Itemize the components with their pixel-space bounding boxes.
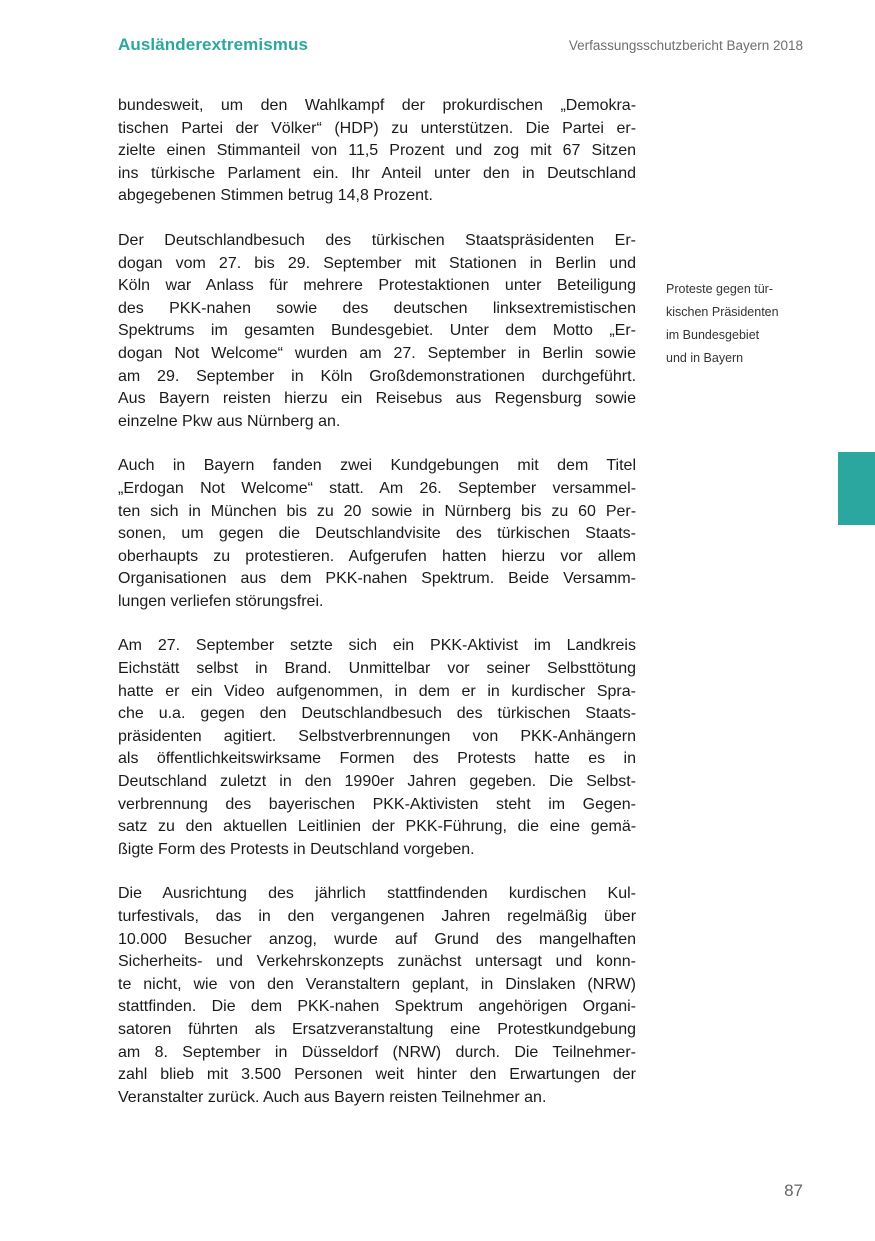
text-line: präsidenten agitiert. Selbstverbrennungen von PKK-Anhängern — [118, 727, 637, 745]
text-line: dogan Not Welcome“ wurden am 27. September in Berlin sowie — [118, 344, 637, 362]
text-line: oberhaupts zu protestieren. Aufgerufen hatten hierzu vor allem — [118, 547, 636, 565]
text-line: hatte er ein Video aufgenommen, in dem er in kurdischer Spra- — [118, 682, 636, 700]
text-line: lungen verliefen störungsfrei. — [118, 592, 324, 610]
text-line: Organisationen aus dem PKK-nahen Spektrum. Beide Versamm- — [118, 570, 636, 588]
chapter-tab-marker — [838, 452, 875, 525]
page-number: 87 — [784, 1181, 803, 1200]
text-line: zielte einen Stimmanteil von 11,5 Prozent und zog mit 67 Sitzen — [118, 142, 637, 160]
text-line: ins türkische Parlament ein. Ihr Anteil unter den in Deutschland — [118, 164, 637, 182]
text-line: „Erdogan Not Welcome“ statt. Am 26. September versammel- — [118, 479, 637, 497]
body-text — [118, 95, 636, 1131]
paragraph — [118, 883, 636, 1109]
margin-note-line: und in Bayern — [666, 351, 744, 365]
text-line: sonen, um gegen die Deutschlandvisite des türkischen Staats- — [118, 525, 636, 543]
text-line: satz zu den aktuellen Leitlinien der PKK-Führung, die eine gemä- — [118, 818, 637, 836]
text-line: 10.000 Besucher anzog, wurde auf Grund des mangelhaften — [118, 930, 636, 948]
text-line: satoren führten als Ersatzveranstaltung eine Protestkundgebung — [118, 1020, 636, 1038]
margin-note-line: Proteste gegen tür- — [666, 282, 774, 296]
text-line: bundesweit, um den Wahlkampf der prokurdischen „Demokra- — [118, 97, 637, 114]
text-line: Auch in Bayern fanden zwei Kundgebungen mit dem Titel — [118, 457, 636, 475]
margin-note-line: kischen Präsidenten — [666, 305, 779, 319]
text-line: te nicht, wie von den Veranstaltern geplant, in Dinslaken (NRW) — [118, 975, 637, 993]
text-line: Deutschland zuletzt in den 1990er Jahren gegeben. Die Selbst- — [118, 773, 636, 791]
text-line: Der Deutschlandbesuch des türkischen Staatspräsidenten Er- — [118, 231, 636, 249]
text-line: zahl blieb mit 3.500 Personen weit hinter den Erwartungen der — [118, 1066, 636, 1084]
text-line: Veranstalter zurück. Auch aus Bayern reisten Teilnehmer an. — [118, 1088, 547, 1106]
paragraph — [118, 230, 636, 433]
text-line: dogan vom 27. bis 29. September mit Stationen in Berlin und — [118, 254, 636, 272]
text-line: einzelne Pkw aus Nürnberg an. — [118, 412, 341, 430]
text-line: ßigte Form des Protests in Deutschland vorgeben. — [118, 840, 475, 858]
paragraph — [118, 95, 636, 208]
text-line: Am 27. September setzte sich ein PKK-Aktivist im Landkreis — [118, 637, 636, 655]
section-title: Ausländerextremismus — [118, 35, 309, 54]
text-line: als öffentlichkeitswirksame Formen des Protests hatte es in — [118, 750, 636, 768]
text-line: Eichstätt selbst in Brand. Unmittelbar vor seiner Selbsttötung — [118, 660, 636, 678]
publication-header: Verfassungsschutzbericht Bayern 2018 — [568, 38, 803, 53]
text-line: Aus Bayern reisten hierzu ein Reisebus aus Regensburg sowie — [118, 390, 636, 408]
text-line: am 8. September in Düsseldorf (NRW) durch. Die Teilnehmer- — [118, 1043, 636, 1061]
text-line: Sicherheits- und Verkehrskonzepts zunächst untersagt und konn- — [118, 953, 636, 971]
text-line: Köln war Anlass für mehrere Protestaktionen unter Beteiligung — [118, 277, 636, 295]
text-line: abgegebenen Stimmen betrug 14,8 Prozent. — [118, 187, 433, 205]
text-line: Die Ausrichtung des jährlich stattfindenden kurdischen Kul- — [118, 885, 636, 903]
text-line: tischen Partei der Völker“ (HDP) zu unterstützen. Die Partei er- — [118, 119, 637, 137]
margin-note-line: im Bundesgebiet — [666, 328, 760, 342]
text-line: ten sich in München bis zu 20 sowie in Nürnberg bis zu 60 Per- — [118, 502, 637, 520]
paragraph — [118, 455, 636, 613]
paragraph — [118, 635, 636, 861]
text-line: stattfinden. Die dem PKK-nahen Spektrum angehörigen Organi- — [118, 998, 636, 1016]
text-line: am 29. September in Köln Großdemonstrationen durchgeführt. — [118, 367, 637, 385]
text-line: verbrennung des bayerischen PKK-Aktivisten steht im Gegen- — [118, 795, 636, 813]
margin-note — [666, 278, 816, 370]
text-line: turfestivals, das in den vergangenen Jahren regelmäßig über — [118, 908, 637, 925]
text-line: des PKK-nahen sowie des deutschen linksextremistischen — [118, 299, 637, 317]
text-line: che u.a. gegen den Deutschlandbesuch des türkischen Staats- — [118, 705, 637, 723]
text-line: Spektrums im gesamten Bundesgebiet. Unter dem Motto „Er- — [118, 322, 636, 340]
